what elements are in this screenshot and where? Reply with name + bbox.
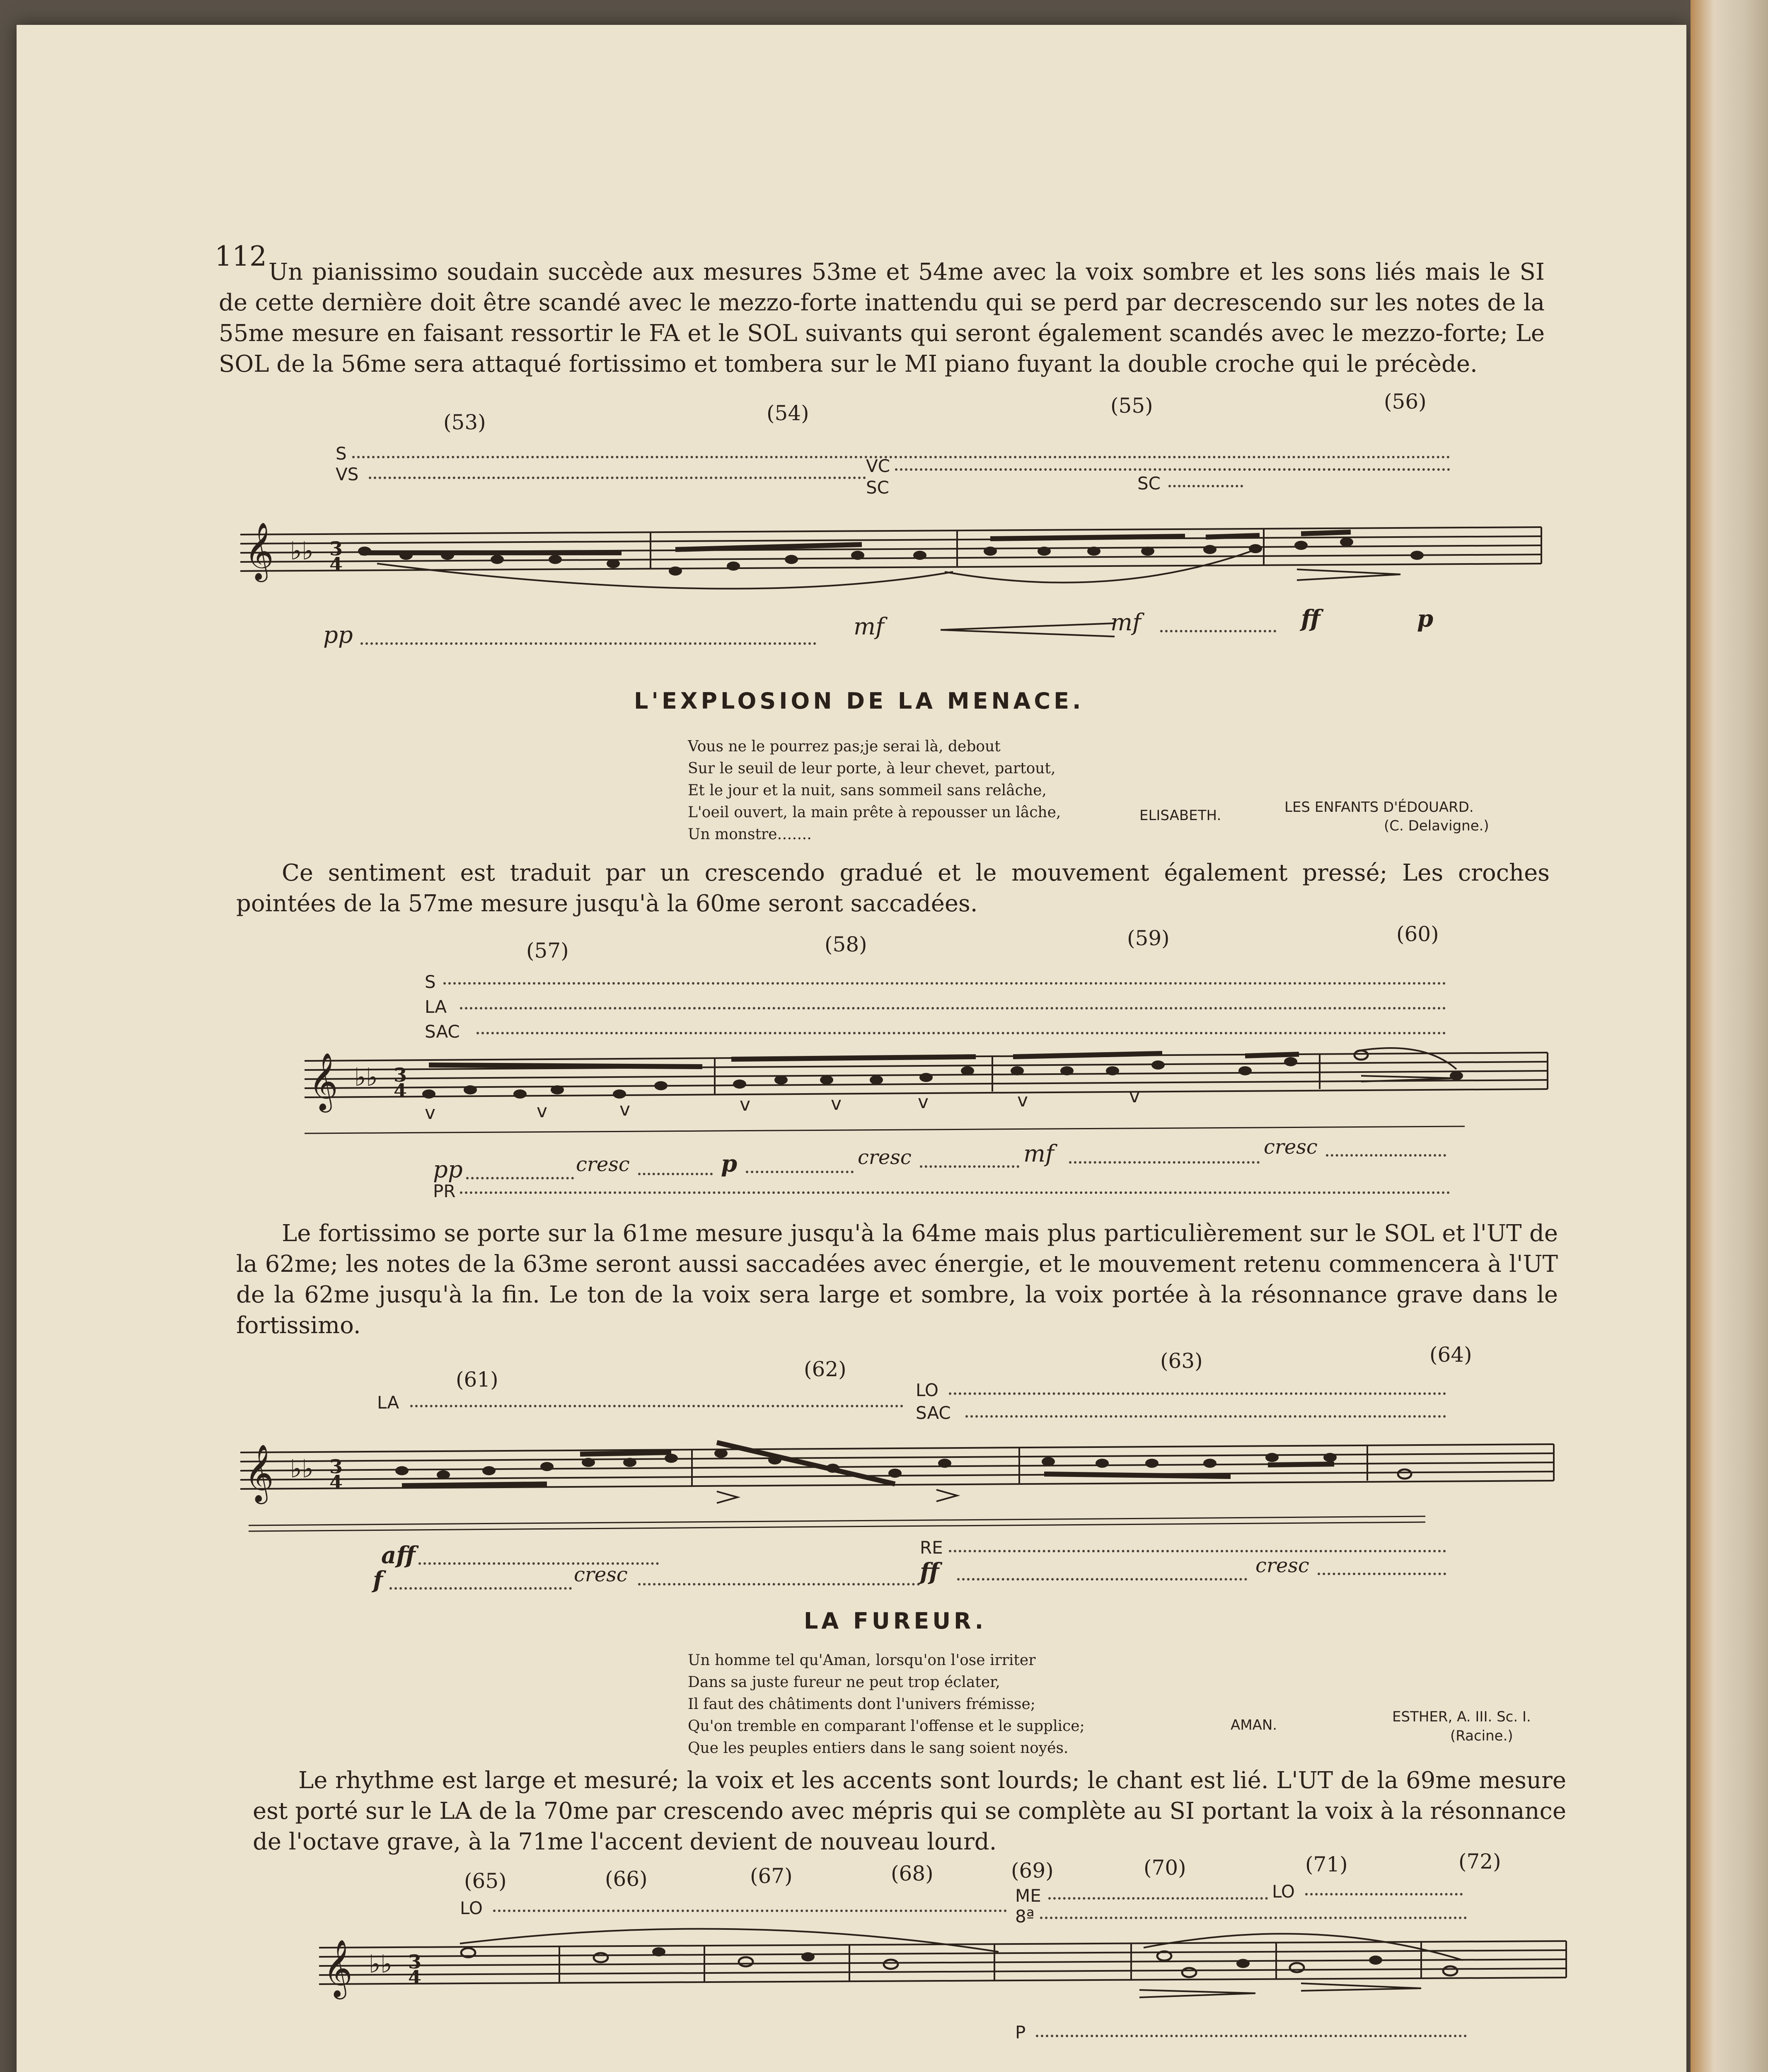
dotted-line bbox=[1069, 1161, 1260, 1164]
dynamic-cresc: cresc bbox=[858, 1146, 912, 1169]
dynamic-mf: mf bbox=[1023, 1140, 1054, 1167]
dotted-line bbox=[638, 1173, 713, 1175]
measure-number: (71) bbox=[1305, 1852, 1348, 1876]
dotted-line bbox=[1048, 1897, 1268, 1900]
intro-paragraph: Un pianissimo soudain succède aux mesures 53me et 54me avec la voix sombre et les sons liés mais le SI de cette dernière doit être scandé avec le mezzo-forte inattendu qui se perd par decrescendo sur les notes de la 55me mesure en faisant ressortir le FA et le SOL suivants qui seront également scandés avec le mezzo-forte; Le SOL de la 56me sera attaqué fortissimo et tombera sur le MI piano fuyant la double croche qui le précède. bbox=[219, 259, 1545, 378]
character-name: ELISABETH. bbox=[1139, 807, 1221, 824]
label-re: RE bbox=[920, 1537, 943, 1558]
dotted-line bbox=[1305, 1893, 1463, 1895]
measure-number: (65) bbox=[464, 1869, 507, 1893]
label-la: LA bbox=[425, 997, 447, 1017]
verse-line: Il faut des châtiments dont l'univers frémisse; bbox=[688, 1696, 1035, 1713]
dotted-line bbox=[949, 1392, 1446, 1395]
dotted-line bbox=[920, 1165, 1019, 1168]
work-title: ESTHER, A. III. Sc. I. bbox=[1392, 1709, 1531, 1725]
label-p: P bbox=[1015, 2022, 1026, 2043]
paragraph-4: Le rhythme est large et mesuré; la voix et les accents sont lourds; le chant est lié. L'UT de la 69me mesure est porté sur le LA de la 70me par crescendo avec mépris qui se complète au SI portant la voix à la résonnance de l'octave grave, à la 71me l'accent devient de nouveau lourd. bbox=[253, 1767, 1566, 1855]
svg-text:v: v bbox=[537, 1101, 548, 1122]
label-lo: LO bbox=[1272, 1881, 1295, 1902]
verse-line: Un monstre……. bbox=[688, 826, 812, 843]
measure-number: (66) bbox=[605, 1867, 648, 1891]
dotted-line bbox=[389, 1587, 572, 1590]
crescendo-hairpin bbox=[941, 617, 1115, 642]
page-number: 112 bbox=[215, 240, 267, 272]
dotted-line bbox=[443, 982, 1446, 985]
dotted-line bbox=[460, 1007, 1446, 1009]
dynamic-ff: ff bbox=[1301, 605, 1321, 632]
measure-number: (63) bbox=[1160, 1349, 1203, 1373]
dynamic-p: p bbox=[721, 1150, 738, 1177]
dynamic-mf: mf bbox=[1110, 609, 1141, 636]
dotted-line bbox=[493, 1910, 1007, 1912]
svg-text:4: 4 bbox=[329, 1471, 343, 1493]
measure-number: (53) bbox=[443, 410, 486, 434]
book-page bbox=[17, 25, 1686, 2072]
measure-number: (54) bbox=[767, 401, 809, 425]
dotted-line bbox=[1318, 1573, 1446, 1575]
label-me: ME bbox=[1015, 1886, 1041, 1906]
verse-line: Sur le seuil de leur porte, à leur chevet, partout, bbox=[688, 760, 1056, 777]
svg-text:v: v bbox=[740, 1094, 751, 1115]
book-edge bbox=[1691, 0, 1768, 2072]
measure-number: (59) bbox=[1127, 926, 1170, 950]
svg-text:3: 3 bbox=[394, 1064, 407, 1086]
svg-text:𝄞: 𝄞 bbox=[244, 522, 274, 580]
dynamic-cresc: cresc bbox=[1264, 1135, 1318, 1159]
svg-text:♭♭: ♭♭ bbox=[290, 1455, 314, 1484]
verse-line: Et le jour et la nuit, sans sommeil sans relâche, bbox=[688, 782, 1047, 799]
measure-number: (61) bbox=[456, 1368, 498, 1392]
dynamic-f: f bbox=[373, 1566, 383, 1594]
dynamic-p: p bbox=[1417, 605, 1434, 632]
label-pr: PR bbox=[433, 1181, 456, 1201]
label-octave: 8ª bbox=[1015, 1906, 1035, 1927]
label-sc: SC bbox=[1137, 473, 1161, 494]
section-title: L'EXPLOSION DE LA MENACE. bbox=[634, 688, 1084, 714]
section-title: LA FUREUR. bbox=[804, 1608, 987, 1634]
character-name: AMAN. bbox=[1231, 1717, 1277, 1733]
measure-number: (58) bbox=[825, 932, 867, 956]
dotted-line bbox=[410, 1405, 903, 1407]
dotted-line bbox=[352, 456, 1450, 458]
music-staff bbox=[305, 1036, 1556, 1131]
svg-text:v: v bbox=[918, 1092, 929, 1113]
label-sac: SAC bbox=[916, 1403, 951, 1423]
svg-text:𝄞: 𝄞 bbox=[309, 1053, 338, 1110]
measure-number: (60) bbox=[1396, 922, 1439, 946]
dynamic-cresc: cresc bbox=[1255, 1554, 1309, 1577]
label-sc: SC bbox=[866, 477, 889, 498]
dotted-line bbox=[369, 477, 866, 479]
paragraph-3: Le fortissimo se porte sur la 61me mesure jusqu'à la 64me mais plus particulièrement sur le SOL et l'UT de la 62me; les notes de la 63me seront aussi saccadées avec énergie, et le mouvement retenu commencera à l'UT de la 62me jusqu'à la fin. Le ton de la voix sera large et sombre, la voix portée à la résonnance grave dans le fortissimo. bbox=[236, 1220, 1558, 1339]
music-staff bbox=[240, 522, 1562, 609]
verse-line: Un homme tel qu'Aman, lorsqu'on l'ose irriter bbox=[688, 1652, 1036, 1669]
music-staff bbox=[240, 1428, 1575, 1527]
label-lo: LO bbox=[460, 1898, 483, 1918]
music-staff bbox=[319, 1923, 1583, 2014]
dotted-line bbox=[957, 1578, 1247, 1581]
verse-line: L'oeil ouvert, la main prête à repousser un lâche, bbox=[688, 804, 1061, 821]
measure-number: (70) bbox=[1144, 1856, 1186, 1880]
label-sac: SAC bbox=[425, 1021, 460, 1042]
label-la: LA bbox=[377, 1392, 399, 1413]
dynamic-ff: ff bbox=[920, 1558, 939, 1585]
svg-text:𝄞: 𝄞 bbox=[244, 1444, 274, 1502]
dynamic-pp: pp bbox=[433, 1156, 463, 1183]
label-vc: VC bbox=[866, 456, 890, 476]
svg-text:♭♭: ♭♭ bbox=[369, 1950, 392, 1979]
dotted-line bbox=[466, 1177, 574, 1179]
dotted-line bbox=[1160, 630, 1276, 632]
measure-number: (62) bbox=[804, 1357, 847, 1381]
work-author: (C. Delavigne.) bbox=[1384, 818, 1489, 834]
dotted-line bbox=[360, 642, 816, 645]
measure-number: (64) bbox=[1429, 1343, 1472, 1367]
verse-line: Dans sa juste fureur ne peut trop éclater, bbox=[688, 1674, 1000, 1691]
svg-text:v: v bbox=[831, 1093, 842, 1114]
measure-number: (56) bbox=[1384, 390, 1427, 414]
dotted-line bbox=[1036, 2035, 1467, 2037]
verse-line: Vous ne le pourrez pas;je serai là, debout bbox=[688, 738, 1001, 755]
svg-text:v: v bbox=[1017, 1090, 1028, 1111]
dotted-line bbox=[746, 1171, 854, 1173]
svg-text:v: v bbox=[425, 1102, 436, 1123]
svg-text:v: v bbox=[1129, 1086, 1140, 1107]
dotted-line bbox=[895, 468, 1450, 471]
measure-number: (72) bbox=[1458, 1849, 1501, 1874]
verse-line: Que les peuples entiers dans le sang soient noyés. bbox=[688, 1740, 1069, 1757]
svg-text:♭♭: ♭♭ bbox=[354, 1063, 378, 1092]
measure-number: (57) bbox=[526, 939, 569, 963]
dynamic-cresc: cresc bbox=[576, 1153, 630, 1176]
label-s: S bbox=[425, 972, 436, 992]
svg-text:4: 4 bbox=[408, 1966, 422, 1989]
dynamic-aff: aff bbox=[381, 1542, 416, 1569]
dotted-line bbox=[1326, 1154, 1446, 1157]
measure-number: (68) bbox=[891, 1861, 934, 1886]
svg-text:3: 3 bbox=[329, 537, 343, 560]
measure-number: (55) bbox=[1110, 394, 1153, 418]
label-s: S bbox=[336, 443, 347, 464]
dotted-line bbox=[949, 1550, 1446, 1552]
dynamic-mf: mf bbox=[854, 613, 884, 640]
dynamic-pp: pp bbox=[323, 622, 353, 649]
svg-text:𝄞: 𝄞 bbox=[323, 1939, 353, 1997]
work-title: LES ENFANTS D'ÉDOUARD. bbox=[1284, 799, 1474, 816]
label-vs: VS bbox=[336, 464, 359, 484]
svg-text:4: 4 bbox=[329, 553, 343, 576]
verse-line: Qu'on tremble en comparant l'offense et le supplice; bbox=[688, 1718, 1085, 1735]
svg-text:3: 3 bbox=[408, 1951, 422, 1973]
dotted-line bbox=[460, 1191, 1450, 1194]
svg-text:v: v bbox=[619, 1099, 631, 1120]
svg-text:3: 3 bbox=[329, 1455, 343, 1478]
dynamic-cresc: cresc bbox=[574, 1563, 628, 1586]
dotted-line bbox=[476, 1032, 1446, 1034]
measure-number: (69) bbox=[1011, 1859, 1054, 1883]
svg-text:4: 4 bbox=[394, 1080, 407, 1102]
work-author: (Racine.) bbox=[1450, 1728, 1513, 1744]
paragraph-2: Ce sentiment est traduit par un crescendo gradué et le mouvement également pressé; Les croches pointées de la 57me mesure jusqu'à la 60me seront saccadées. bbox=[236, 859, 1550, 917]
dotted-line bbox=[638, 1583, 920, 1585]
label-lo: LO bbox=[916, 1380, 938, 1400]
dotted-line bbox=[1168, 485, 1243, 487]
dotted-line bbox=[965, 1415, 1446, 1418]
measure-number: (67) bbox=[750, 1864, 793, 1888]
svg-text:♭♭: ♭♭ bbox=[290, 537, 314, 566]
dotted-line bbox=[1040, 1917, 1467, 1919]
